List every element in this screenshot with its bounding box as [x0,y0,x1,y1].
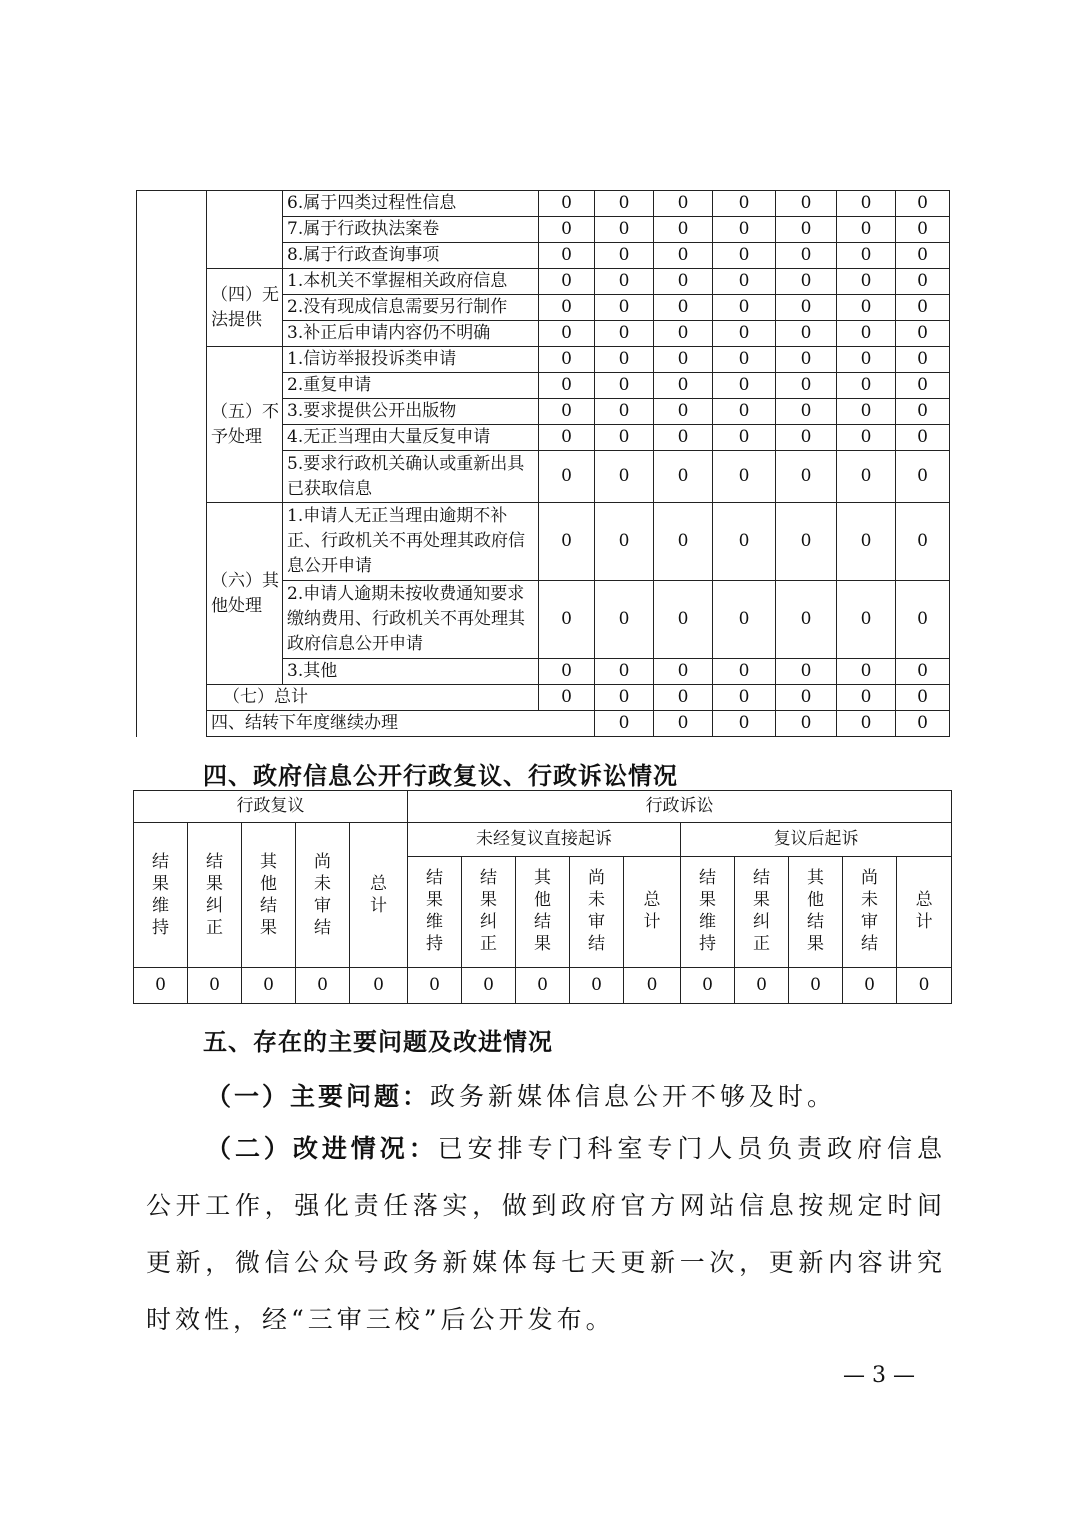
value-cell: 0 [776,295,837,321]
col-header-text: 结果维持 [699,868,717,955]
review-col-header: 结果维持 [152,852,169,938]
value-cell: 0 [570,968,624,1004]
value-cell: 0 [654,243,713,269]
value-cell: 0 [735,968,789,1004]
problem-paragraph [146,1068,946,1125]
value-cell: 0 [896,659,950,685]
direct-col-header [462,857,516,968]
value-cell: 0 [896,503,950,581]
row-item: 3.要求提供公开出版物 [283,399,539,425]
direct-col-header [516,857,570,968]
value-cell: 0 [896,217,950,243]
section4-title: 四、政府信息公开行政复议、行政诉讼情况 [203,762,678,790]
outer-blank-cell [137,191,207,737]
row-item: 1.信访举报投诉类申请 [283,347,539,373]
value-cell: 0 [539,269,595,295]
value-cell: 0 [713,321,776,347]
value-cell: 0 [837,425,896,451]
direct-col-header [624,857,681,968]
value-cell: 0 [539,295,595,321]
review-col-header: 其他结果 [260,852,278,938]
value-cell: 0 [654,503,713,581]
total-label: （七）总计 [207,685,539,711]
carry-row [137,711,950,737]
value-cell: 0 [713,269,776,295]
value-cell: 0 [296,968,350,1004]
value-cell: 0 [595,373,654,399]
value-cell: 0 [897,968,952,1004]
row-item: 1.本机关不掌握相关政府信息 [283,269,539,295]
value-cell: 0 [595,399,654,425]
value-cell: 0 [595,347,654,373]
value-cell: 0 [776,425,837,451]
after-col-header [789,857,843,968]
improvement-text: 已安排专门科室专门人员负责政府信息公开工作，强化责任落实，做到政府官方网站信息按规定时间更新，微信公众号政务新媒体每七天更新一次，更新内容讲究时效性，经“三审三校”后公开发布。 [146,1134,946,1334]
row-item: 3.其他 [283,659,539,685]
value-cell: 0 [654,581,713,659]
value-cell: 0 [539,373,595,399]
value-cell: 0 [654,295,713,321]
value-cell: 0 [776,373,837,399]
value-cell: 0 [713,451,776,503]
value-cell: 0 [713,347,776,373]
value-cell: 0 [595,321,654,347]
value-cell: 0 [539,191,595,217]
value-cell: 0 [539,581,595,659]
value-cell: 0 [776,217,837,243]
value-cell: 0 [896,711,950,737]
col-header-text: 结果纠正 [753,868,771,955]
problem-text: 政务新媒体信息公开不够及时。 [430,1082,837,1111]
value-cell: 0 [713,373,776,399]
col-header-text: 总计 [643,890,661,933]
group-label: （五）不予处理 [207,347,283,503]
value-cell: 0 [595,425,654,451]
value-cell: 0 [896,451,950,503]
table-row [137,269,950,295]
row-item: 5.要求行政机关确认或重新出具已获取信息 [283,451,539,503]
value-cell: 0 [654,451,713,503]
value-cell: 0 [654,373,713,399]
improvement-lead: （二）改进情况： [206,1134,438,1163]
table-row [137,191,950,217]
value-cell: 0 [539,321,595,347]
col-header-text: 总计 [915,890,933,933]
col-header-text: 其他结果 [807,868,825,955]
value-cell: 0 [776,191,837,217]
after-col-header [681,857,735,968]
value-cell: 0 [776,503,837,581]
value-cell: 0 [516,968,570,1004]
value-cell: 0 [654,347,713,373]
value-cell: 0 [837,243,896,269]
row-item: 3.补正后申请内容仍不明确 [283,321,539,347]
direct-col-header [570,857,624,968]
value-cell: 0 [843,968,897,1004]
value-cell: 0 [837,451,896,503]
value-cell: 0 [595,685,654,711]
value-cell: 0 [896,399,950,425]
value-cell: 0 [654,321,713,347]
value-cell: 0 [595,191,654,217]
value-cell: 0 [539,503,595,581]
value-cell: 0 [837,503,896,581]
value-cell: 0 [713,711,776,737]
after-col-header [897,857,952,968]
value-cell: 0 [896,269,950,295]
review-litigation-table [133,790,952,1004]
value-cell: 0 [776,243,837,269]
value-cell: 0 [595,295,654,321]
value-cell: 0 [837,581,896,659]
row-item: 4.无正当理由大量反复申请 [283,425,539,451]
value-cell: 0 [595,243,654,269]
value-cell: 0 [595,217,654,243]
value-cell: 0 [654,659,713,685]
value-cell: 0 [539,659,595,685]
value-cell: 0 [896,581,950,659]
value-cell: 0 [595,581,654,659]
row-item: 1.申请人无正当理由逾期不补正、行政机关不再处理其政府信息公开申请 [283,503,539,581]
table-row [137,347,950,373]
row-item: 7.属于行政执法案卷 [283,217,539,243]
problem-lead: （一）主要问题： [206,1082,431,1111]
value-cell: 0 [408,968,462,1004]
row-item: 2.申请人逾期未按收费通知要求缴纳费用、行政机关不再处理其政府信息公开申请 [283,581,539,659]
value-cell: 0 [713,685,776,711]
value-cell: 0 [462,968,516,1004]
value-cell: 0 [654,399,713,425]
value-cell: 0 [713,243,776,269]
total-row [137,685,950,711]
value-cell: 0 [654,269,713,295]
value-cell: 0 [539,399,595,425]
value-cell: 0 [896,191,950,217]
value-cell: 0 [837,373,896,399]
value-cell: 0 [776,711,837,737]
value-cell: 0 [654,191,713,217]
value-cell: 0 [776,399,837,425]
value-cell: 0 [776,581,837,659]
value-cell: 0 [837,321,896,347]
review-col-header: 结果纠正 [206,852,224,938]
value-cell: 0 [837,685,896,711]
value-cell: 0 [134,968,188,1004]
value-cell: 0 [350,968,408,1004]
value-cell: 0 [713,581,776,659]
value-cell: 0 [713,503,776,581]
value-cell: 0 [896,243,950,269]
after-col-header [735,857,789,968]
value-cell: 0 [776,451,837,503]
value-cell: 0 [595,711,654,737]
value-cell: 0 [595,503,654,581]
value-cell: 0 [188,968,242,1004]
group-label [207,191,283,269]
value-cell: 0 [539,347,595,373]
value-cell: 0 [776,685,837,711]
review-header: 行政复议 [134,791,408,823]
value-cell: 0 [837,217,896,243]
value-cell: 0 [776,321,837,347]
value-cell: 0 [789,968,843,1004]
value-cell: 0 [624,968,681,1004]
value-cell: 0 [776,347,837,373]
value-cell: 0 [776,659,837,685]
section5-title: 五、存在的主要问题及改进情况 [203,1028,553,1056]
value-cell: 0 [539,451,595,503]
value-cell: 0 [539,217,595,243]
value-cell: 0 [681,968,735,1004]
review-cols-cell [134,823,408,968]
direct-suit-header: 未经复议直接起诉 [408,823,681,857]
value-cell: 0 [595,451,654,503]
review-col-header: 总计 [370,874,388,916]
col-header-text: 结果纠正 [480,868,498,955]
value-cell: 0 [595,269,654,295]
row-item: 2.重复申请 [283,373,539,399]
value-cell: 0 [837,347,896,373]
after-col-header [843,857,897,968]
group-label: （四）无法提供 [207,269,283,347]
value-cell: 0 [837,659,896,685]
after-review-header: 复议后起诉 [681,823,952,857]
row-item: 6.属于四类过程性信息 [283,191,539,217]
value-cell: 0 [837,269,896,295]
value-cell: 0 [713,659,776,685]
value-cell: 0 [837,399,896,425]
value-cell: 0 [837,191,896,217]
review-col-header: 尚未审结 [314,852,332,938]
value-cell: 0 [713,399,776,425]
group-label: （六）其他处理 [207,503,283,685]
value-cell: 0 [713,217,776,243]
value-cell: 0 [654,425,713,451]
table-row [137,503,950,581]
carry-label: 四、结转下年度继续办理 [207,711,595,737]
row-item: 8.属于行政查询事项 [283,243,539,269]
value-cell: 0 [896,373,950,399]
value-cell: 0 [837,711,896,737]
litigation-header: 行政诉讼 [408,791,952,823]
value-cell: 0 [654,685,713,711]
col-header-text: 尚未审结 [588,868,606,955]
value-cell: 0 [242,968,296,1004]
col-header-text: 结果维持 [426,868,444,955]
value-cell: 0 [654,217,713,243]
value-cell: 0 [539,425,595,451]
improvement-paragraph [146,1120,946,1348]
row-item: 2.没有现成信息需要另行制作 [283,295,539,321]
value-cell: 0 [837,295,896,321]
value-cell: 0 [896,347,950,373]
value-cell: 0 [713,425,776,451]
value-cell: 0 [539,243,595,269]
value-cell: 0 [713,295,776,321]
col-header-text: 尚未审结 [861,868,879,955]
page-number: — 3 — [843,1363,915,1388]
value-cell: 0 [896,685,950,711]
value-cell: 0 [713,191,776,217]
col-header-text: 其他结果 [534,868,552,955]
value-cell: 0 [776,269,837,295]
value-cell: 0 [595,659,654,685]
value-cell: 0 [896,321,950,347]
application-result-table [136,190,950,737]
value-cell: 0 [896,295,950,321]
value-cell: 0 [654,711,713,737]
value-cell: 0 [539,685,595,711]
direct-col-header [408,857,462,968]
value-cell: 0 [896,425,950,451]
